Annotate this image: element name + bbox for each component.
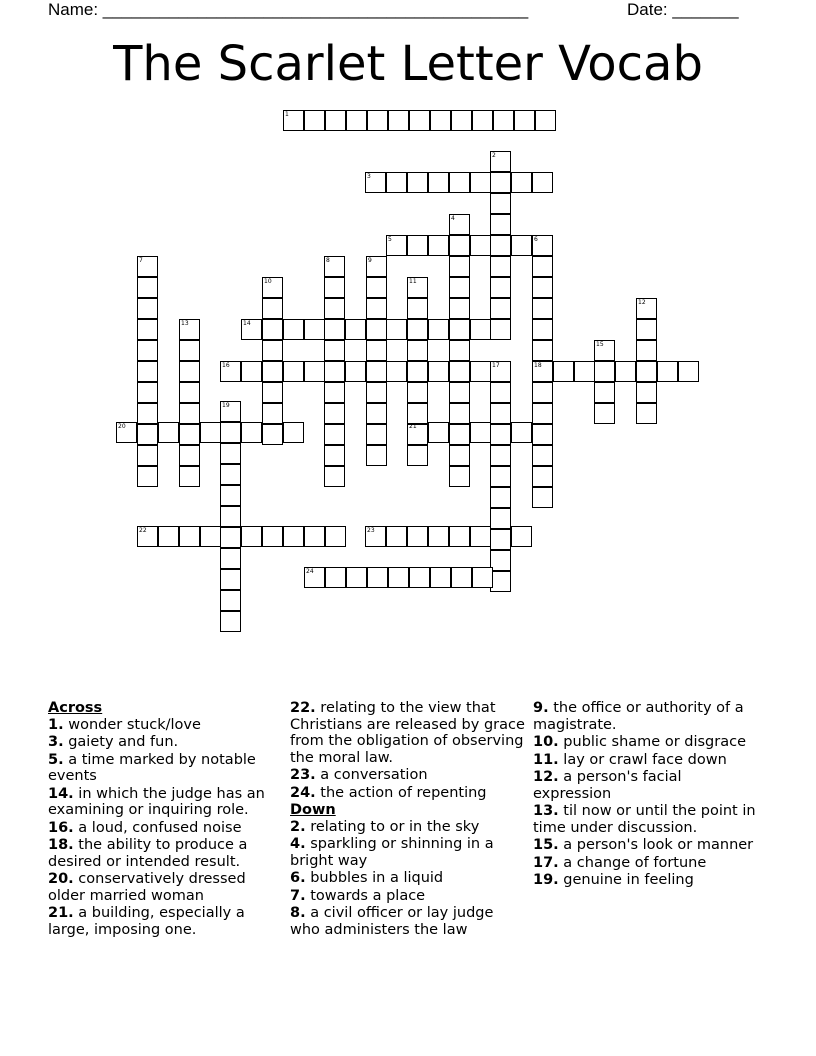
clue-item [48, 717, 276, 734]
grid-cell[interactable] [158, 422, 179, 443]
grid-cell[interactable] [574, 361, 595, 382]
across-clue-list [48, 717, 276, 939]
clue-item [48, 871, 276, 904]
grid-cell[interactable] [449, 256, 470, 277]
grid-cell[interactable] [449, 361, 470, 382]
grid-cell[interactable] [346, 110, 367, 131]
grid-cell[interactable] [636, 319, 657, 340]
page-title: The Scarlet Letter Vocab [113, 36, 703, 92]
grid-cell[interactable] [636, 403, 657, 424]
clue-item-number: 19. [533, 872, 559, 888]
grid-cell[interactable] [490, 235, 511, 256]
grid-cell[interactable] [407, 319, 428, 340]
grid-cell[interactable] [407, 298, 428, 319]
clue-item-text: the office or authority of a magistrate. [533, 700, 744, 733]
clue-item-number: 17. [533, 854, 559, 871]
grid-cell[interactable] [366, 424, 387, 445]
grid-cell[interactable] [407, 382, 428, 403]
grid-cell[interactable] [179, 466, 200, 487]
clue-item-text: wonder stuck/love [63, 716, 201, 733]
grid-cell[interactable] [367, 110, 388, 131]
grid-cell[interactable] [407, 172, 428, 193]
clue-item-text: til now or until the point in time under discussion. [533, 803, 756, 836]
clue-item-text: lay or crawl face down [558, 751, 727, 768]
grid-cell[interactable] [451, 110, 472, 131]
clue-number: 19 [222, 402, 230, 409]
grid-cell[interactable] [449, 235, 470, 256]
grid-cell[interactable] [324, 382, 345, 403]
grid-cell[interactable] [532, 256, 553, 277]
clue-item [533, 803, 763, 836]
clue-number: 14 [243, 320, 251, 327]
clue-item [533, 872, 763, 889]
grid-cell[interactable] [470, 172, 491, 193]
grid-cell[interactable] [324, 340, 345, 361]
date-field-label: Date: _______ [627, 0, 739, 19]
grid-cell[interactable] [449, 445, 470, 466]
grid-cell[interactable] [179, 403, 200, 424]
grid-cell[interactable] [304, 110, 325, 131]
grid-cell[interactable] [137, 277, 158, 298]
grid-cell[interactable] [493, 110, 514, 131]
grid-cell[interactable] [388, 110, 409, 131]
grid-cell[interactable] [409, 567, 430, 588]
grid-cell[interactable] [490, 382, 511, 403]
grid-cell[interactable] [407, 403, 428, 424]
grid-cell[interactable] [220, 548, 241, 569]
grid-cell[interactable] [137, 382, 158, 403]
grid-cell[interactable] [345, 319, 366, 340]
clue-item-text: public shame or disgrace [558, 734, 746, 750]
grid-cell[interactable] [490, 445, 511, 466]
clues-column-1 [48, 700, 276, 939]
grid-cell[interactable] [179, 526, 200, 547]
grid-cell[interactable] [409, 110, 430, 131]
clue-number: 7 [139, 257, 143, 264]
clue-item-number: 7. [290, 887, 306, 904]
grid-cell[interactable] [388, 567, 409, 588]
clue-number: 10 [264, 278, 272, 285]
clue-item-text: conservatively dressed older married woman [48, 871, 246, 904]
grid-cell[interactable] [386, 526, 407, 547]
grid-cell[interactable] [490, 571, 511, 592]
grid-cell[interactable] [324, 319, 345, 340]
clue-item-text: the action of repenting [315, 784, 487, 801]
clue-item [48, 786, 276, 819]
grid-cell[interactable] [636, 361, 657, 382]
grid-cell[interactable] [449, 340, 470, 361]
grid-cell[interactable] [532, 445, 553, 466]
clue-number: 21 [409, 423, 417, 430]
grid-cell[interactable] [324, 403, 345, 424]
clues-column-2 [290, 700, 526, 939]
clue-item-number: 14. [48, 785, 74, 802]
grid-cell[interactable] [490, 487, 511, 508]
clue-item [533, 700, 763, 733]
grid-cell[interactable] [678, 361, 699, 382]
grid-cell[interactable] [472, 110, 493, 131]
grid-cell[interactable] [511, 235, 532, 256]
grid-cell[interactable] [490, 508, 511, 529]
grid-cell[interactable] [241, 361, 262, 382]
grid-cell[interactable] [325, 110, 346, 131]
clue-item [290, 836, 526, 869]
clue-item-text: a loud, confused noise [73, 819, 242, 836]
clue-item [48, 734, 276, 751]
grid-cell[interactable] [514, 110, 535, 131]
clue-number: 1 [285, 111, 289, 118]
grid-cell[interactable] [366, 361, 387, 382]
clue-number: 17 [492, 362, 500, 369]
grid-cell[interactable] [428, 422, 449, 443]
grid-cell[interactable] [179, 424, 200, 445]
grid-cell[interactable] [532, 340, 553, 361]
clue-number: 3 [367, 173, 371, 180]
clue-item-number: 10. [533, 734, 559, 750]
grid-cell[interactable] [532, 382, 553, 403]
clue-item-text: genuine in feeling [558, 872, 694, 888]
grid-cell[interactable] [532, 424, 553, 445]
clue-item-number: 13. [533, 803, 559, 819]
grid-cell[interactable] [553, 361, 574, 382]
grid-cell[interactable] [179, 382, 200, 403]
clue-item-text: a building, especially a large, imposing one. [48, 905, 245, 938]
grid-cell[interactable] [262, 403, 283, 424]
grid-cell[interactable] [428, 526, 449, 547]
grid-cell[interactable] [451, 567, 472, 588]
grid-cell[interactable] [366, 382, 387, 403]
clue-item-number: 20. [48, 871, 74, 887]
grid-cell[interactable] [179, 445, 200, 466]
grid-cell[interactable] [137, 466, 158, 487]
grid-cell[interactable] [220, 611, 241, 632]
clue-item [290, 819, 526, 836]
down-clue-list [290, 819, 526, 939]
clue-number: 2 [492, 152, 496, 159]
grid-cell[interactable] [490, 214, 511, 235]
clue-item [48, 905, 276, 938]
clue-item-number: 18. [48, 837, 74, 853]
grid-cell[interactable] [262, 298, 283, 319]
across-heading: Across [48, 700, 103, 716]
grid-cell[interactable] [324, 277, 345, 298]
grid-cell[interactable] [241, 422, 262, 443]
grid-cell[interactable] [407, 445, 428, 466]
grid-cell[interactable] [137, 361, 158, 382]
clue-item-text: gaiety and fun. [63, 734, 179, 750]
grid-cell[interactable] [241, 526, 262, 547]
grid-cell[interactable] [490, 298, 511, 319]
grid-cell[interactable] [304, 361, 325, 382]
grid-cell[interactable] [324, 298, 345, 319]
clue-number: 8 [326, 257, 330, 264]
grid-cell[interactable] [386, 319, 407, 340]
clue-item-text: a time marked by notable events [48, 751, 256, 784]
grid-cell[interactable] [449, 466, 470, 487]
grid-cell[interactable] [366, 298, 387, 319]
grid-cell[interactable] [490, 466, 511, 487]
clue-item [48, 752, 276, 785]
grid-cell[interactable] [615, 361, 636, 382]
clue-item-text: the ability to produce a desired or intended result. [48, 837, 248, 870]
clue-number: 4 [451, 215, 455, 222]
clue-item-number: 16. [48, 819, 74, 836]
grid-cell[interactable] [200, 422, 221, 443]
grid-cell[interactable] [636, 340, 657, 361]
clues-column-3 [533, 700, 763, 890]
clue-number: 11 [409, 278, 417, 285]
grid-cell[interactable] [220, 569, 241, 590]
grid-cell[interactable] [262, 340, 283, 361]
clue-item [48, 820, 276, 837]
grid-cell[interactable] [636, 382, 657, 403]
grid-cell[interactable] [346, 567, 367, 588]
grid-cell[interactable] [511, 172, 532, 193]
grid-cell[interactable] [428, 319, 449, 340]
grid-cell[interactable] [470, 235, 491, 256]
grid-cell[interactable] [470, 422, 491, 443]
grid-cell[interactable] [407, 235, 428, 256]
grid-cell[interactable] [137, 424, 158, 445]
clue-item-number: 15. [533, 837, 559, 853]
clue-item-number: 9. [533, 700, 549, 716]
clue-item-text: relating to the view that Christians are released by grace from the obligation of observing the moral law. [290, 700, 525, 766]
grid-cell[interactable] [366, 445, 387, 466]
clue-item-number: 23. [290, 767, 316, 783]
grid-cell[interactable] [430, 567, 451, 588]
clue-number: 18 [534, 362, 542, 369]
grid-cell[interactable] [345, 361, 366, 382]
clue-number: 22 [139, 527, 147, 534]
grid-cell[interactable] [137, 319, 158, 340]
clue-item-text: a change of fortune [558, 854, 707, 871]
grid-cell[interactable] [428, 361, 449, 382]
grid-cell[interactable] [386, 361, 407, 382]
grid-cell[interactable] [304, 319, 325, 340]
grid-cell[interactable] [449, 382, 470, 403]
grid-cell[interactable] [430, 110, 451, 131]
clue-item [290, 785, 526, 802]
grid-cell[interactable] [511, 422, 532, 443]
clue-item [533, 855, 763, 872]
grid-cell[interactable] [304, 526, 325, 547]
grid-cell[interactable] [490, 256, 511, 277]
clue-number: 12 [638, 299, 646, 306]
grid-cell[interactable] [179, 361, 200, 382]
grid-cell[interactable] [366, 277, 387, 298]
grid-cell[interactable] [532, 487, 553, 508]
clue-number: 23 [367, 527, 375, 534]
grid-cell[interactable] [511, 526, 532, 547]
grid-cell[interactable] [220, 485, 241, 506]
grid-cell[interactable] [262, 361, 283, 382]
clue-item-number: 22. [290, 700, 316, 716]
clue-item [290, 870, 526, 887]
grid-cell[interactable] [407, 361, 428, 382]
clue-number: 13 [181, 320, 189, 327]
grid-cell[interactable] [490, 277, 511, 298]
grid-cell[interactable] [449, 403, 470, 424]
clue-item-number: 5. [48, 751, 64, 768]
grid-cell[interactable] [657, 361, 678, 382]
clue-item-number: 12. [533, 769, 559, 785]
grid-cell[interactable] [470, 526, 491, 547]
grid-cell[interactable] [220, 590, 241, 611]
name-field-label: Name: _____________________________________________ [48, 0, 529, 19]
grid-cell[interactable] [449, 526, 470, 547]
grid-cell[interactable] [137, 298, 158, 319]
grid-cell[interactable] [220, 506, 241, 527]
clue-number: 20 [118, 423, 126, 430]
grid-cell[interactable] [220, 527, 241, 548]
grid-cell[interactable] [200, 526, 221, 547]
grid-cell[interactable] [532, 319, 553, 340]
grid-cell[interactable] [532, 403, 553, 424]
clue-item [533, 837, 763, 854]
grid-cell[interactable] [324, 424, 345, 445]
grid-cell[interactable] [262, 382, 283, 403]
grid-cell[interactable] [490, 424, 511, 445]
grid-cell[interactable] [532, 277, 553, 298]
grid-cell[interactable] [325, 526, 346, 547]
clue-item-text: towards a place [305, 887, 426, 904]
grid-cell[interactable] [262, 319, 283, 340]
grid-cell[interactable] [428, 235, 449, 256]
across-clue-list-continued [290, 700, 526, 801]
clue-item-number: 21. [48, 905, 74, 921]
grid-cell[interactable] [532, 466, 553, 487]
clue-number: 15 [596, 341, 604, 348]
grid-cell[interactable] [490, 172, 511, 193]
grid-cell[interactable] [324, 445, 345, 466]
clue-item [290, 888, 526, 905]
clue-item-text: bubbles in a liquid [305, 870, 444, 886]
grid-cell[interactable] [449, 172, 470, 193]
grid-cell[interactable] [470, 361, 491, 382]
clue-item-text: a conversation [315, 767, 428, 783]
grid-cell[interactable] [262, 424, 283, 445]
grid-cell[interactable] [594, 382, 615, 403]
grid-cell[interactable] [220, 464, 241, 485]
grid-cell[interactable] [490, 319, 511, 340]
grid-cell[interactable] [490, 193, 511, 214]
grid-cell[interactable] [594, 403, 615, 424]
grid-cell[interactable] [179, 340, 200, 361]
grid-cell[interactable] [490, 403, 511, 424]
grid-cell[interactable] [324, 361, 345, 382]
clue-item-number: 1. [48, 716, 64, 733]
down-clue-list-continued [533, 700, 763, 889]
clue-item-number: 24. [290, 784, 316, 801]
clue-item-text: in which the judge has an examining or inquiring role. [48, 785, 265, 818]
grid-cell[interactable] [367, 567, 388, 588]
clue-item-number: 3. [48, 734, 64, 750]
grid-cell[interactable] [535, 110, 556, 131]
grid-cell[interactable] [220, 422, 241, 443]
grid-cell[interactable] [532, 172, 553, 193]
grid-cell[interactable] [137, 403, 158, 424]
grid-cell[interactable] [366, 319, 387, 340]
grid-cell[interactable] [449, 424, 470, 445]
grid-cell[interactable] [490, 550, 511, 571]
grid-cell[interactable] [449, 319, 470, 340]
clue-item [290, 700, 526, 766]
clue-item [533, 734, 763, 751]
grid-cell[interactable] [470, 319, 491, 340]
clue-item [48, 837, 276, 870]
clue-item-text: a person's look or manner [558, 837, 754, 853]
clue-item-text: relating to or in the sky [305, 818, 480, 835]
clue-item [533, 752, 763, 769]
down-heading: Down [290, 802, 336, 818]
clue-item-number: 2. [290, 818, 306, 835]
grid-cell[interactable] [283, 361, 304, 382]
grid-cell[interactable] [449, 277, 470, 298]
grid-cell[interactable] [366, 403, 387, 424]
grid-cell[interactable] [472, 567, 493, 588]
grid-cell[interactable] [262, 526, 283, 547]
grid-cell[interactable] [324, 466, 345, 487]
grid-cell[interactable] [158, 526, 179, 547]
clue-number: 9 [368, 257, 372, 264]
clue-number: 6 [534, 236, 538, 243]
clue-number: 5 [388, 236, 392, 243]
clue-number: 16 [222, 362, 230, 369]
grid-cell[interactable] [283, 526, 304, 547]
clue-item [290, 767, 526, 784]
grid-cell[interactable] [137, 445, 158, 466]
grid-cell[interactable] [137, 340, 158, 361]
grid-cell[interactable] [220, 443, 241, 464]
grid-cell[interactable] [490, 529, 511, 550]
clue-item [533, 769, 763, 802]
clue-item-number: 6. [290, 870, 306, 886]
clue-item-number: 8. [290, 905, 306, 921]
grid-cell[interactable] [407, 526, 428, 547]
grid-cell[interactable] [449, 298, 470, 319]
clue-item [290, 905, 526, 938]
clue-item-text: a civil officer or lay judge who administers the law [290, 905, 494, 938]
grid-cell[interactable] [407, 340, 428, 361]
clue-item-text: a person's facial expression [533, 769, 682, 802]
grid-cell[interactable] [366, 340, 387, 361]
grid-cell[interactable] [594, 361, 615, 382]
grid-cell[interactable] [386, 172, 407, 193]
grid-cell[interactable] [283, 319, 304, 340]
clue-number: 24 [306, 568, 314, 575]
clue-item-number: 4. [290, 836, 306, 852]
grid-cell[interactable] [428, 172, 449, 193]
clue-item-text: sparkling or shinning in a bright way [290, 836, 494, 869]
grid-cell[interactable] [283, 422, 304, 443]
clue-item-number: 11. [533, 751, 559, 768]
grid-cell[interactable] [532, 298, 553, 319]
grid-cell[interactable] [325, 567, 346, 588]
